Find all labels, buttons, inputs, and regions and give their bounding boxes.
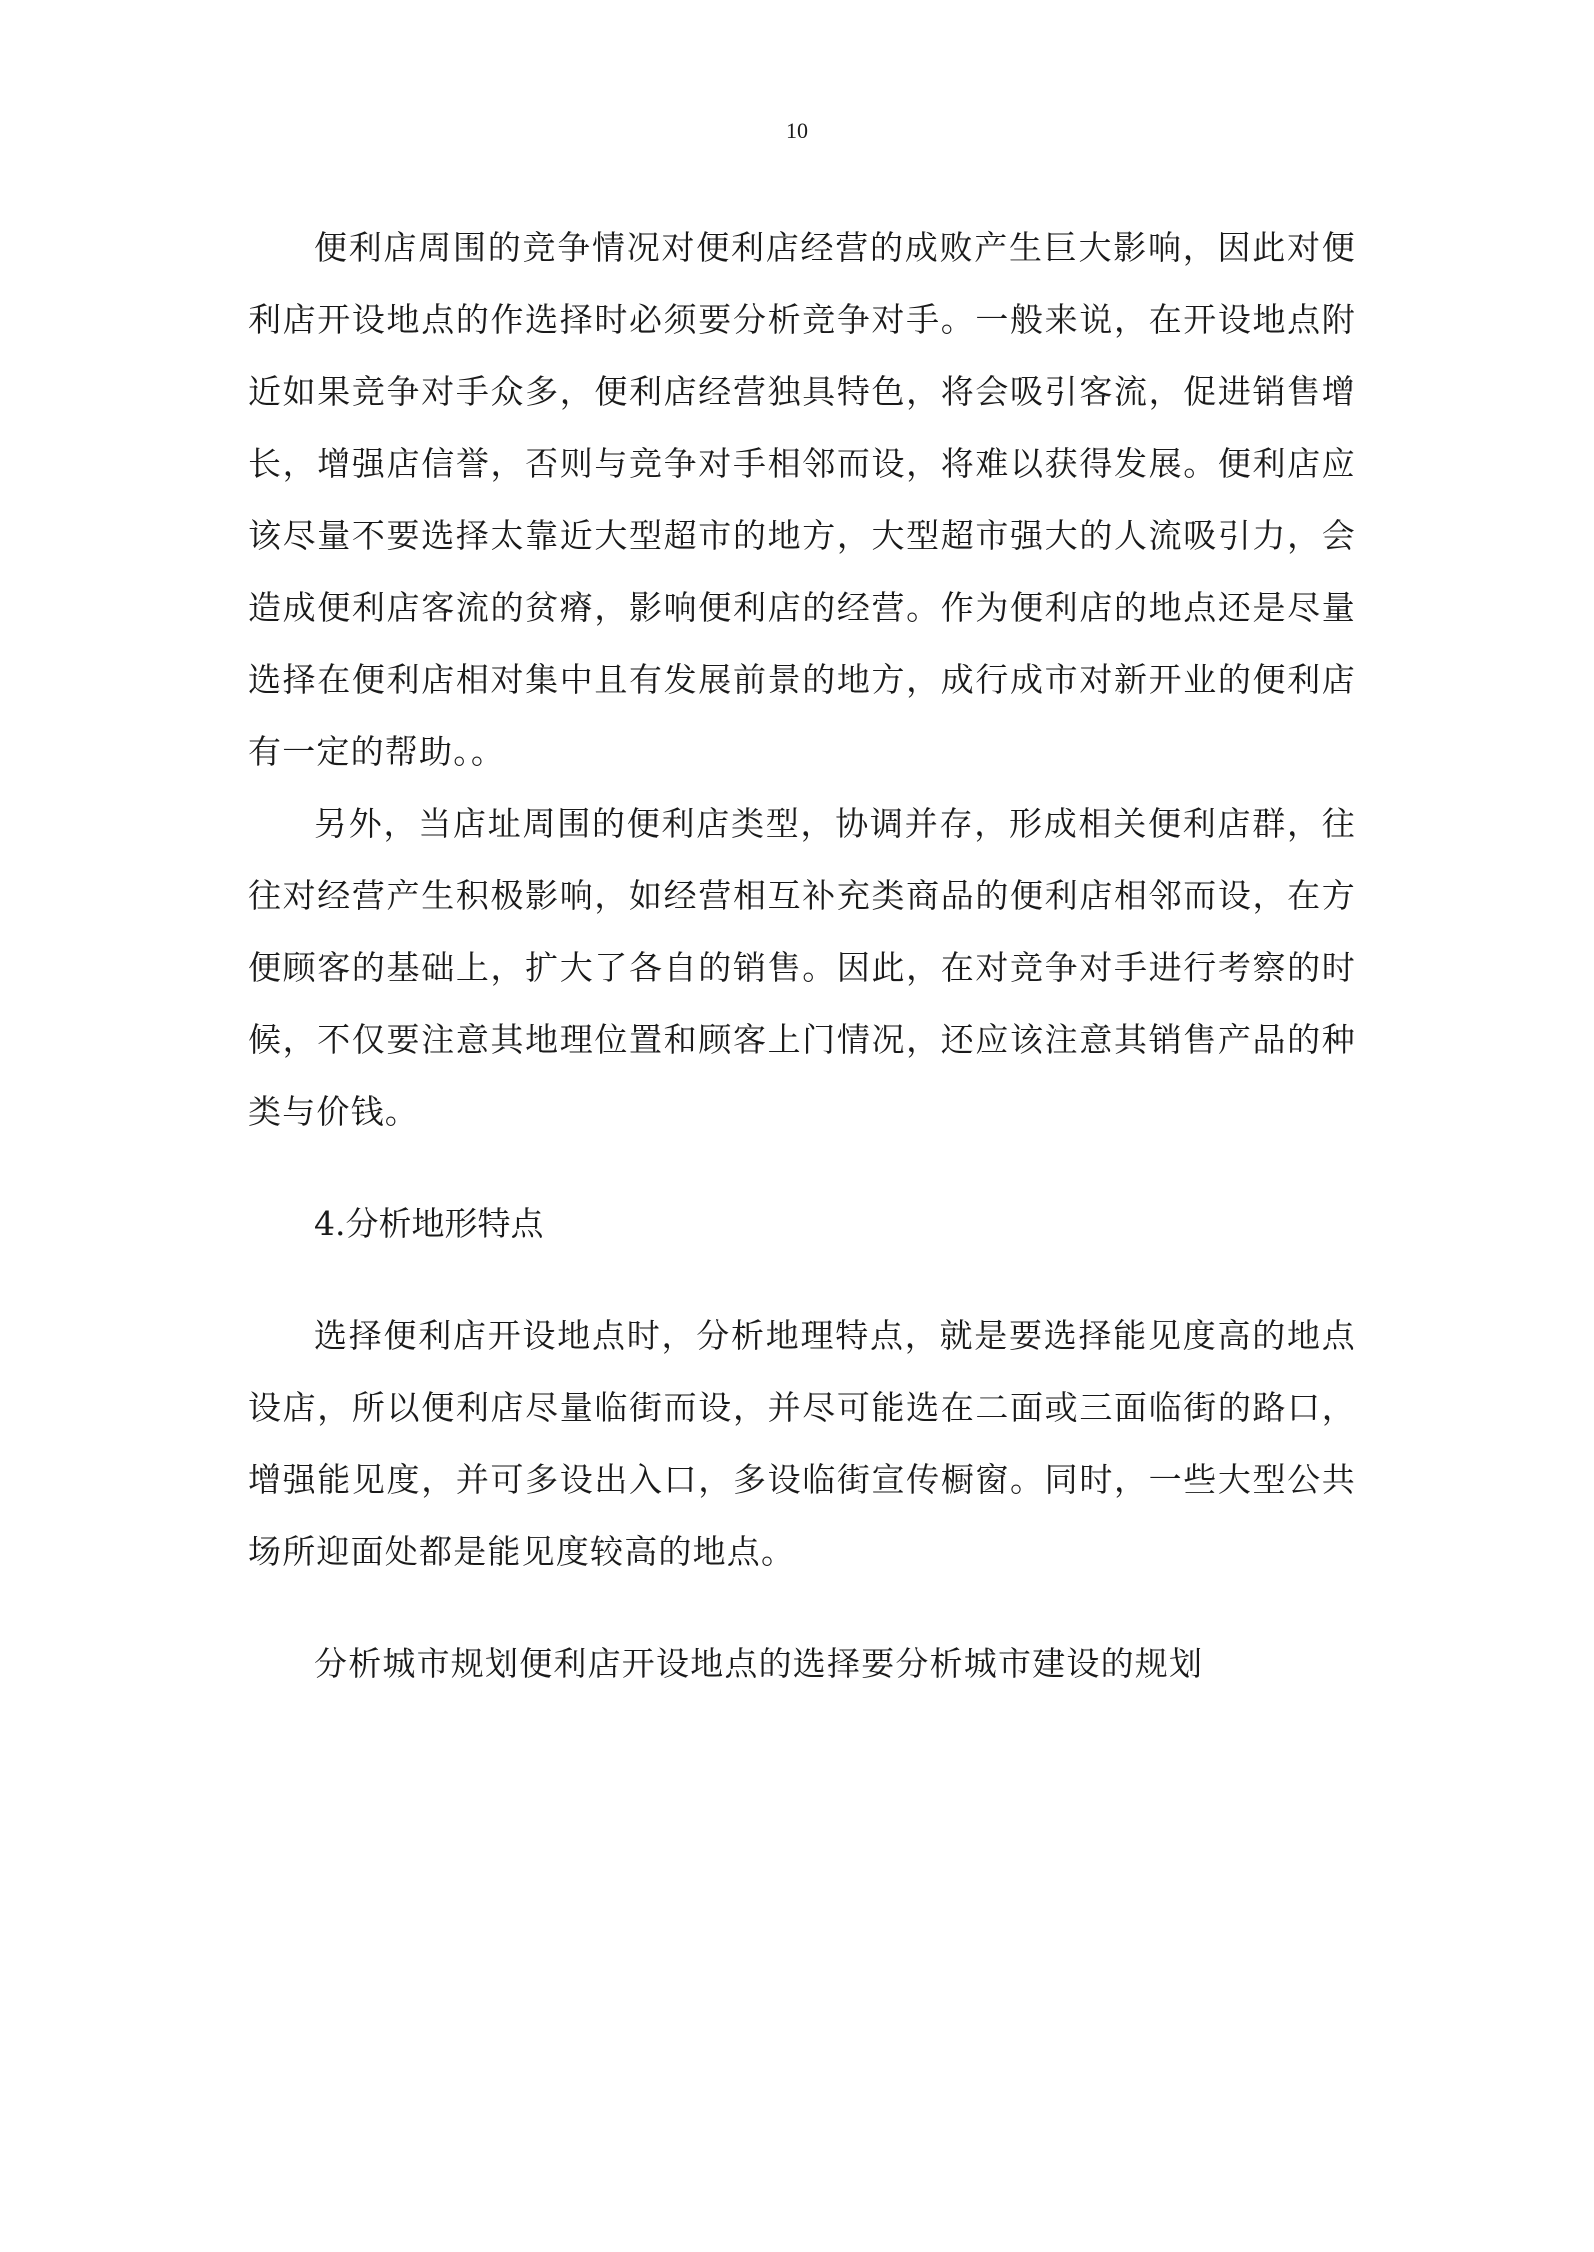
section-heading: 4.分析地形特点	[314, 1204, 544, 1243]
paragraph-city-planning: 分析城市规划便利店开设地点的选择要分析城市建设的规划	[314, 1644, 1204, 1683]
paragraph-store-cluster: 另外，当店址周围的便利店类型，协调并存，形成相关便利店群，往往对经营产生积极影响，如经营相互补充类商品的便利店相邻而设，在方便顾客的基础上，扩大了各自的销售。因此，在对竞争对手进行考察的时候，不仅要注意其地理位置和顾客上门情况，还应该注意其销售产品的种类与价钱。	[248, 804, 1356, 1131]
paragraph-visibility: 选择便利店开设地点时，分析地理特点，就是要选择能见度高的地点设店，所以便利店尽量临街而设，并尽可能选在二面或三面临街的路口，增强能见度，并可多设出入口，多设临街宣传橱窗。同时，一些大型公共场所迎面处都是能见度较高的地点。	[248, 1316, 1356, 1571]
document-body	[248, 212, 1356, 1700]
paragraph-competition: 便利店周围的竞争情况对便利店经营的成败产生巨大影响，因此对便利店开设地点的作选择时必须要分析竞争对手。一般来说，在开设地点附近如果竞争对手众多，便利店经营独具特色，将会吸引客流，促进销售增长，增强店信誉，否则与竞争对手相邻而设，将难以获得发展。便利店应该尽量不要选择太靠近大型超市的地方，大型超市强大的人流吸引力，会造成便利店客流的贫瘠，影响便利店的经营。作为便利店的地点还是尽量选择在便利店相对集中且有发展前景的地方，成行成市对新开业的便利店有一定的帮助。。	[248, 228, 1356, 771]
page-number: 10	[786, 118, 808, 143]
